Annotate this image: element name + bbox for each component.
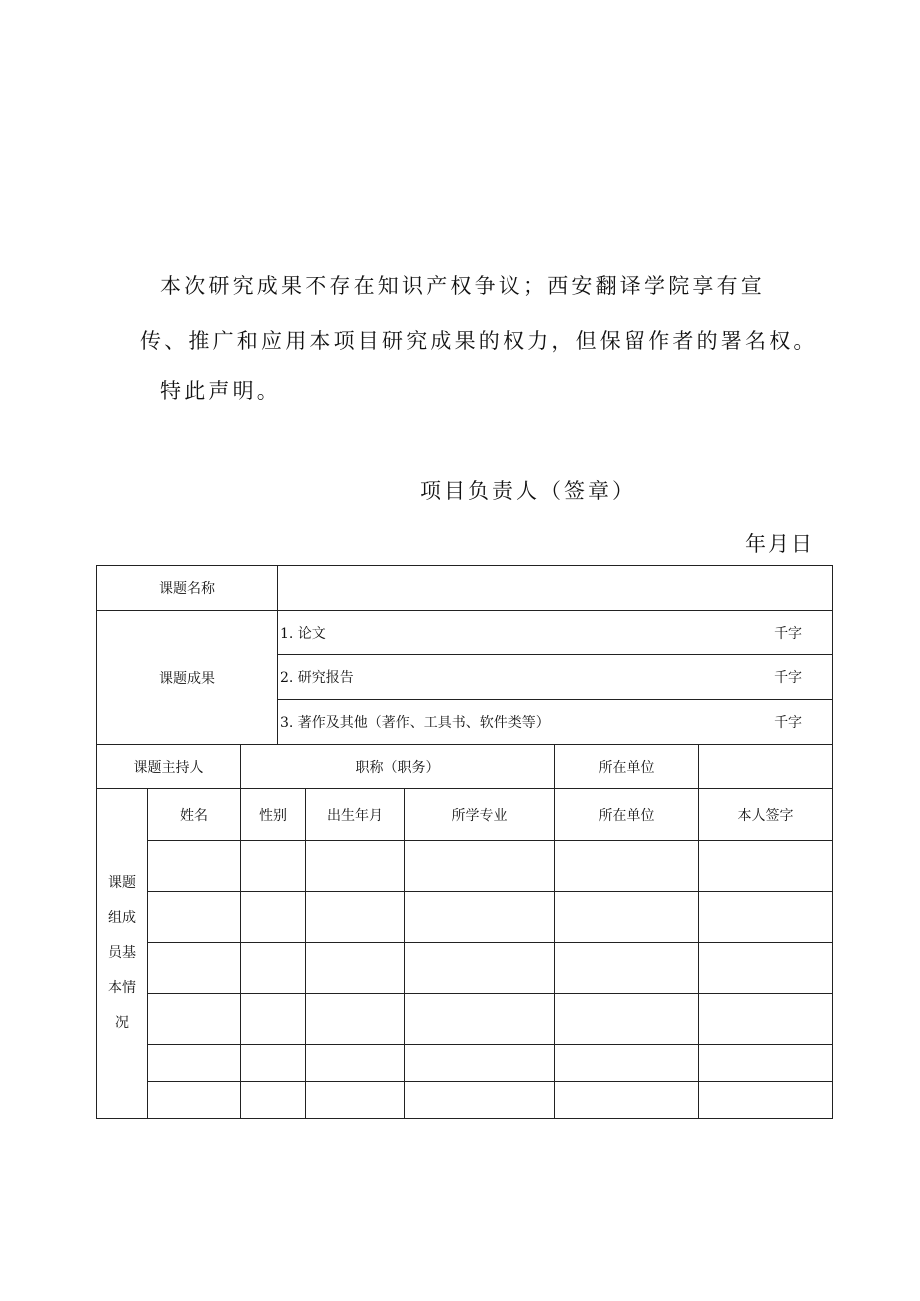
table-row	[97, 1045, 833, 1082]
result-row-paper[interactable]	[278, 611, 833, 655]
unit-label: 所在单位	[555, 745, 699, 789]
table-row	[97, 943, 833, 994]
declaration-line-2: 传、推广和应用本项目研究成果的权力，但保留作者的署名权。	[140, 329, 818, 353]
result-report-label: 2. 研究报告	[280, 670, 354, 686]
declaration-line-1: 本次研究成果不存在知识产权争议；西安翻译学院享有宣	[160, 274, 765, 298]
header-name: 姓名	[148, 789, 241, 841]
result-paper-unit: 千字	[774, 625, 803, 642]
result-report-unit: 千字	[774, 670, 803, 686]
declaration-line-3: 特此声明。	[160, 379, 281, 403]
topic-name-label: 课题名称	[97, 566, 278, 611]
members-label: 课题 组成 员基 本情 况	[97, 789, 148, 1119]
project-info-table	[96, 565, 833, 1119]
results-label: 课题成果	[97, 611, 278, 745]
topic-name-field[interactable]	[278, 566, 833, 611]
result-works-label: 3. 著作及其他（著作、工具书、软件类等）	[280, 715, 550, 731]
table-row	[97, 892, 833, 943]
title-label: 职称（职务）	[241, 745, 555, 789]
header-gender: 性别	[241, 789, 306, 841]
header-major: 所学专业	[405, 789, 555, 841]
date-label: 年月日	[745, 532, 814, 556]
unit-field[interactable]	[699, 745, 833, 789]
header-birth: 出生年月	[306, 789, 405, 841]
result-row-report[interactable]	[278, 655, 833, 700]
result-works-unit: 千字	[774, 715, 803, 731]
signature-label: 项目负责人（签章）	[420, 479, 636, 503]
header-signature: 本人签字	[699, 789, 833, 841]
table-row	[97, 841, 833, 892]
host-label: 课题主持人	[97, 745, 241, 789]
table-row	[97, 1082, 833, 1119]
result-paper-label: 1. 论文	[280, 625, 326, 642]
result-row-works[interactable]	[278, 700, 833, 745]
header-unit: 所在单位	[555, 789, 699, 841]
table-row	[97, 994, 833, 1045]
